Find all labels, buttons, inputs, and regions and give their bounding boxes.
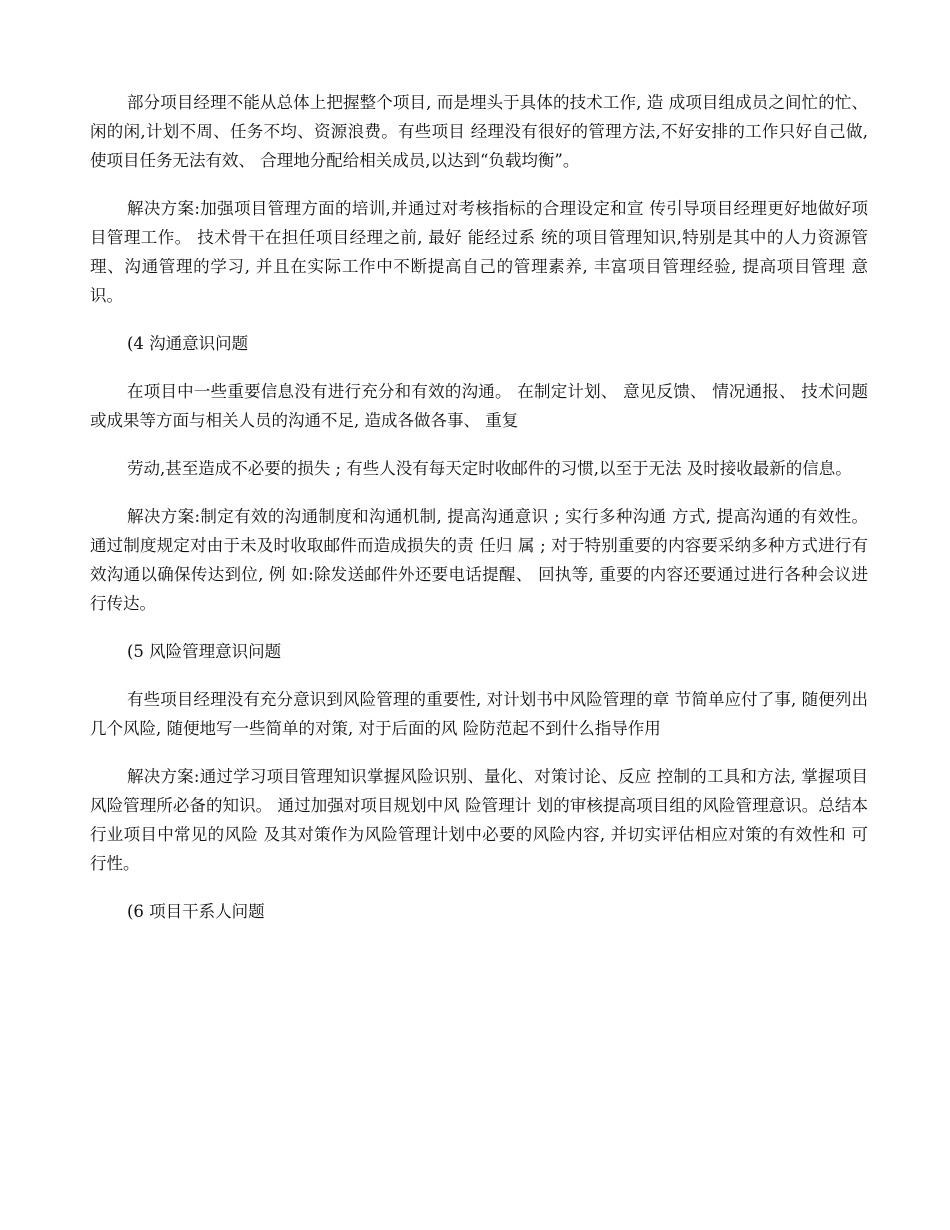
- paragraph-solution-training: 解决方案:加强项目管理方面的培训,并通过对考核指标的合理设定和宣 传引导项目经理更好地做好项目管理工作。 技术骨干在担任项目经理之前, 最好 能经过系 统的项目管理知识,特别是其中的人力资源管理、沟通管理的学习, 并且在实际工作中不断提高自己的管理素养, 丰富项目管理经验, 提高项目管理 意识。: [90, 199, 868, 305]
- section-heading-risk: (5 风险管理意识问题: [127, 642, 282, 661]
- paragraph-solution-risk: 解决方案:通过学习项目管理知识掌握风险识别、量化、对策讨论、反应 控制的工具和方法, 掌握项目风险管理所必备的知识。 通过加强对项目规划中风 险管理计 划的审核提高项目组的风险管理意识。总结本行业项目中常见的风险 及其对策作为风险管理计划中必要的风险内容, 并切实评估相应对策的有效性和 可行性。: [90, 767, 868, 873]
- paragraph-communication-problem: 在项目中一些重要信息没有进行充分和有效的沟通。 在制定计划、 意见反馈、 情况通报、 技术问题或成果等方面与相关人员的沟通不足, 造成各做各事、 重复: [90, 382, 868, 430]
- paragraph-solution-communication: 解决方案:制定有效的沟通制度和沟通机制, 提高沟通意识 ; 实行多种沟通 方式, 提高沟通的有效性。 通过制度规定对由于未及时收取邮件而造成损失的责 任归 属 ; 对于特别重要的内容要采纳多种方式进行有效沟通以确保传达到位, 例 如:除发送邮件外还要电话提醒、 回执等, 重要的内容还要通过进行各种会议进 行传达。: [90, 507, 868, 613]
- document-page: [90, 88, 868, 945]
- section-heading-stakeholders: (6 项目干系人问题: [127, 902, 265, 921]
- section-heading-communication: (4 沟通意识问题: [127, 334, 249, 353]
- paragraph-risk-problem: 有些项目经理没有充分意识到风险管理的重要性, 对计划书中风险管理的章 节简单应付了事, 随便列出几个风险, 随便地写一些简单的对策, 对于后面的风 险防范起不到什么指导作用: [90, 690, 868, 738]
- paragraph-workload-balance: 部分项目经理不能从总体上把握整个项目, 而是埋头于具体的技术工作, 造 成项目组成员之间忙的忙、闲的闲,计划不周、任务不均、资源浪费。有些项目 经理没有很好的管理方法,不好安排的工作只好自己做,使项目任务无法有效、 合理地分配给相关成员,以达到“负载均衡”。: [90, 93, 868, 170]
- paragraph-communication-loss: 劳动,甚至造成不必要的损失 ; 有些人没有每天定时收邮件的习惯,以至于无法 及时接收最新的信息。: [127, 459, 852, 478]
